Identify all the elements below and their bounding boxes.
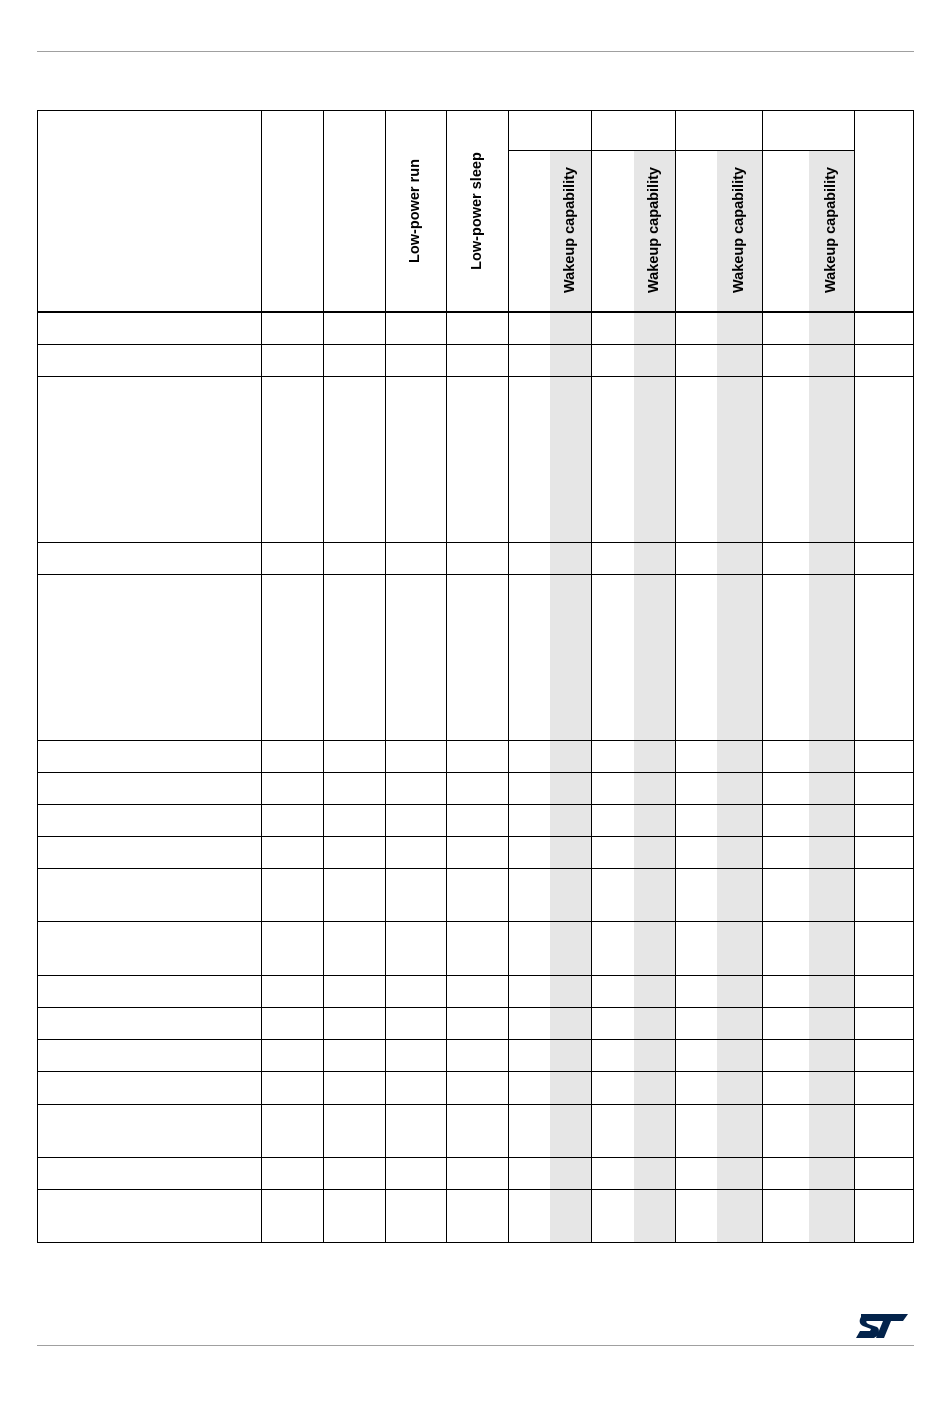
column-divider <box>446 110 447 1243</box>
table-border-top <box>37 110 914 111</box>
footer-rule <box>37 1345 914 1346</box>
row-divider <box>37 376 914 377</box>
column-divider <box>385 110 386 1243</box>
shaded-column-3 <box>717 151 762 1243</box>
row-divider <box>37 836 914 837</box>
row-divider <box>37 1007 914 1008</box>
header-bottom-rule <box>37 311 914 313</box>
column-divider <box>854 110 855 1243</box>
shaded-column-4 <box>809 151 854 1243</box>
row-divider <box>37 344 914 345</box>
row-divider <box>37 1039 914 1040</box>
header-wakeup-capability-1: Wakeup capability <box>562 167 578 293</box>
row-divider <box>37 1071 914 1072</box>
column-divider <box>261 110 262 1243</box>
row-divider <box>37 574 914 575</box>
column-divider <box>323 110 324 1243</box>
column-divider <box>675 110 676 1243</box>
row-divider <box>37 804 914 805</box>
row-divider <box>37 772 914 773</box>
row-divider <box>37 975 914 976</box>
shaded-column-1 <box>550 151 591 1243</box>
row-divider <box>37 542 914 543</box>
row-divider <box>37 868 914 869</box>
table-border-right <box>913 110 914 1243</box>
row-divider <box>37 740 914 741</box>
table-border-left <box>37 110 38 1243</box>
row-divider <box>37 1157 914 1158</box>
column-divider <box>591 110 592 1243</box>
header-wakeup-capability-2: Wakeup capability <box>646 167 662 293</box>
column-divider <box>508 110 509 1243</box>
shaded-column-2 <box>634 151 675 1243</box>
header-low-power-run: Low-power run <box>407 159 423 263</box>
header-low-power-sleep: Low-power sleep <box>469 152 485 270</box>
row-divider <box>37 1189 914 1190</box>
column-divider <box>762 110 763 1243</box>
header-wakeup-capability-3: Wakeup capability <box>731 167 747 293</box>
row-divider <box>37 921 914 922</box>
st-logo-icon <box>854 1312 910 1340</box>
table-border-bottom <box>37 1242 914 1243</box>
header-wakeup-capability-4: Wakeup capability <box>823 167 839 293</box>
row-divider <box>37 1104 914 1105</box>
header-subdivider <box>508 150 855 151</box>
